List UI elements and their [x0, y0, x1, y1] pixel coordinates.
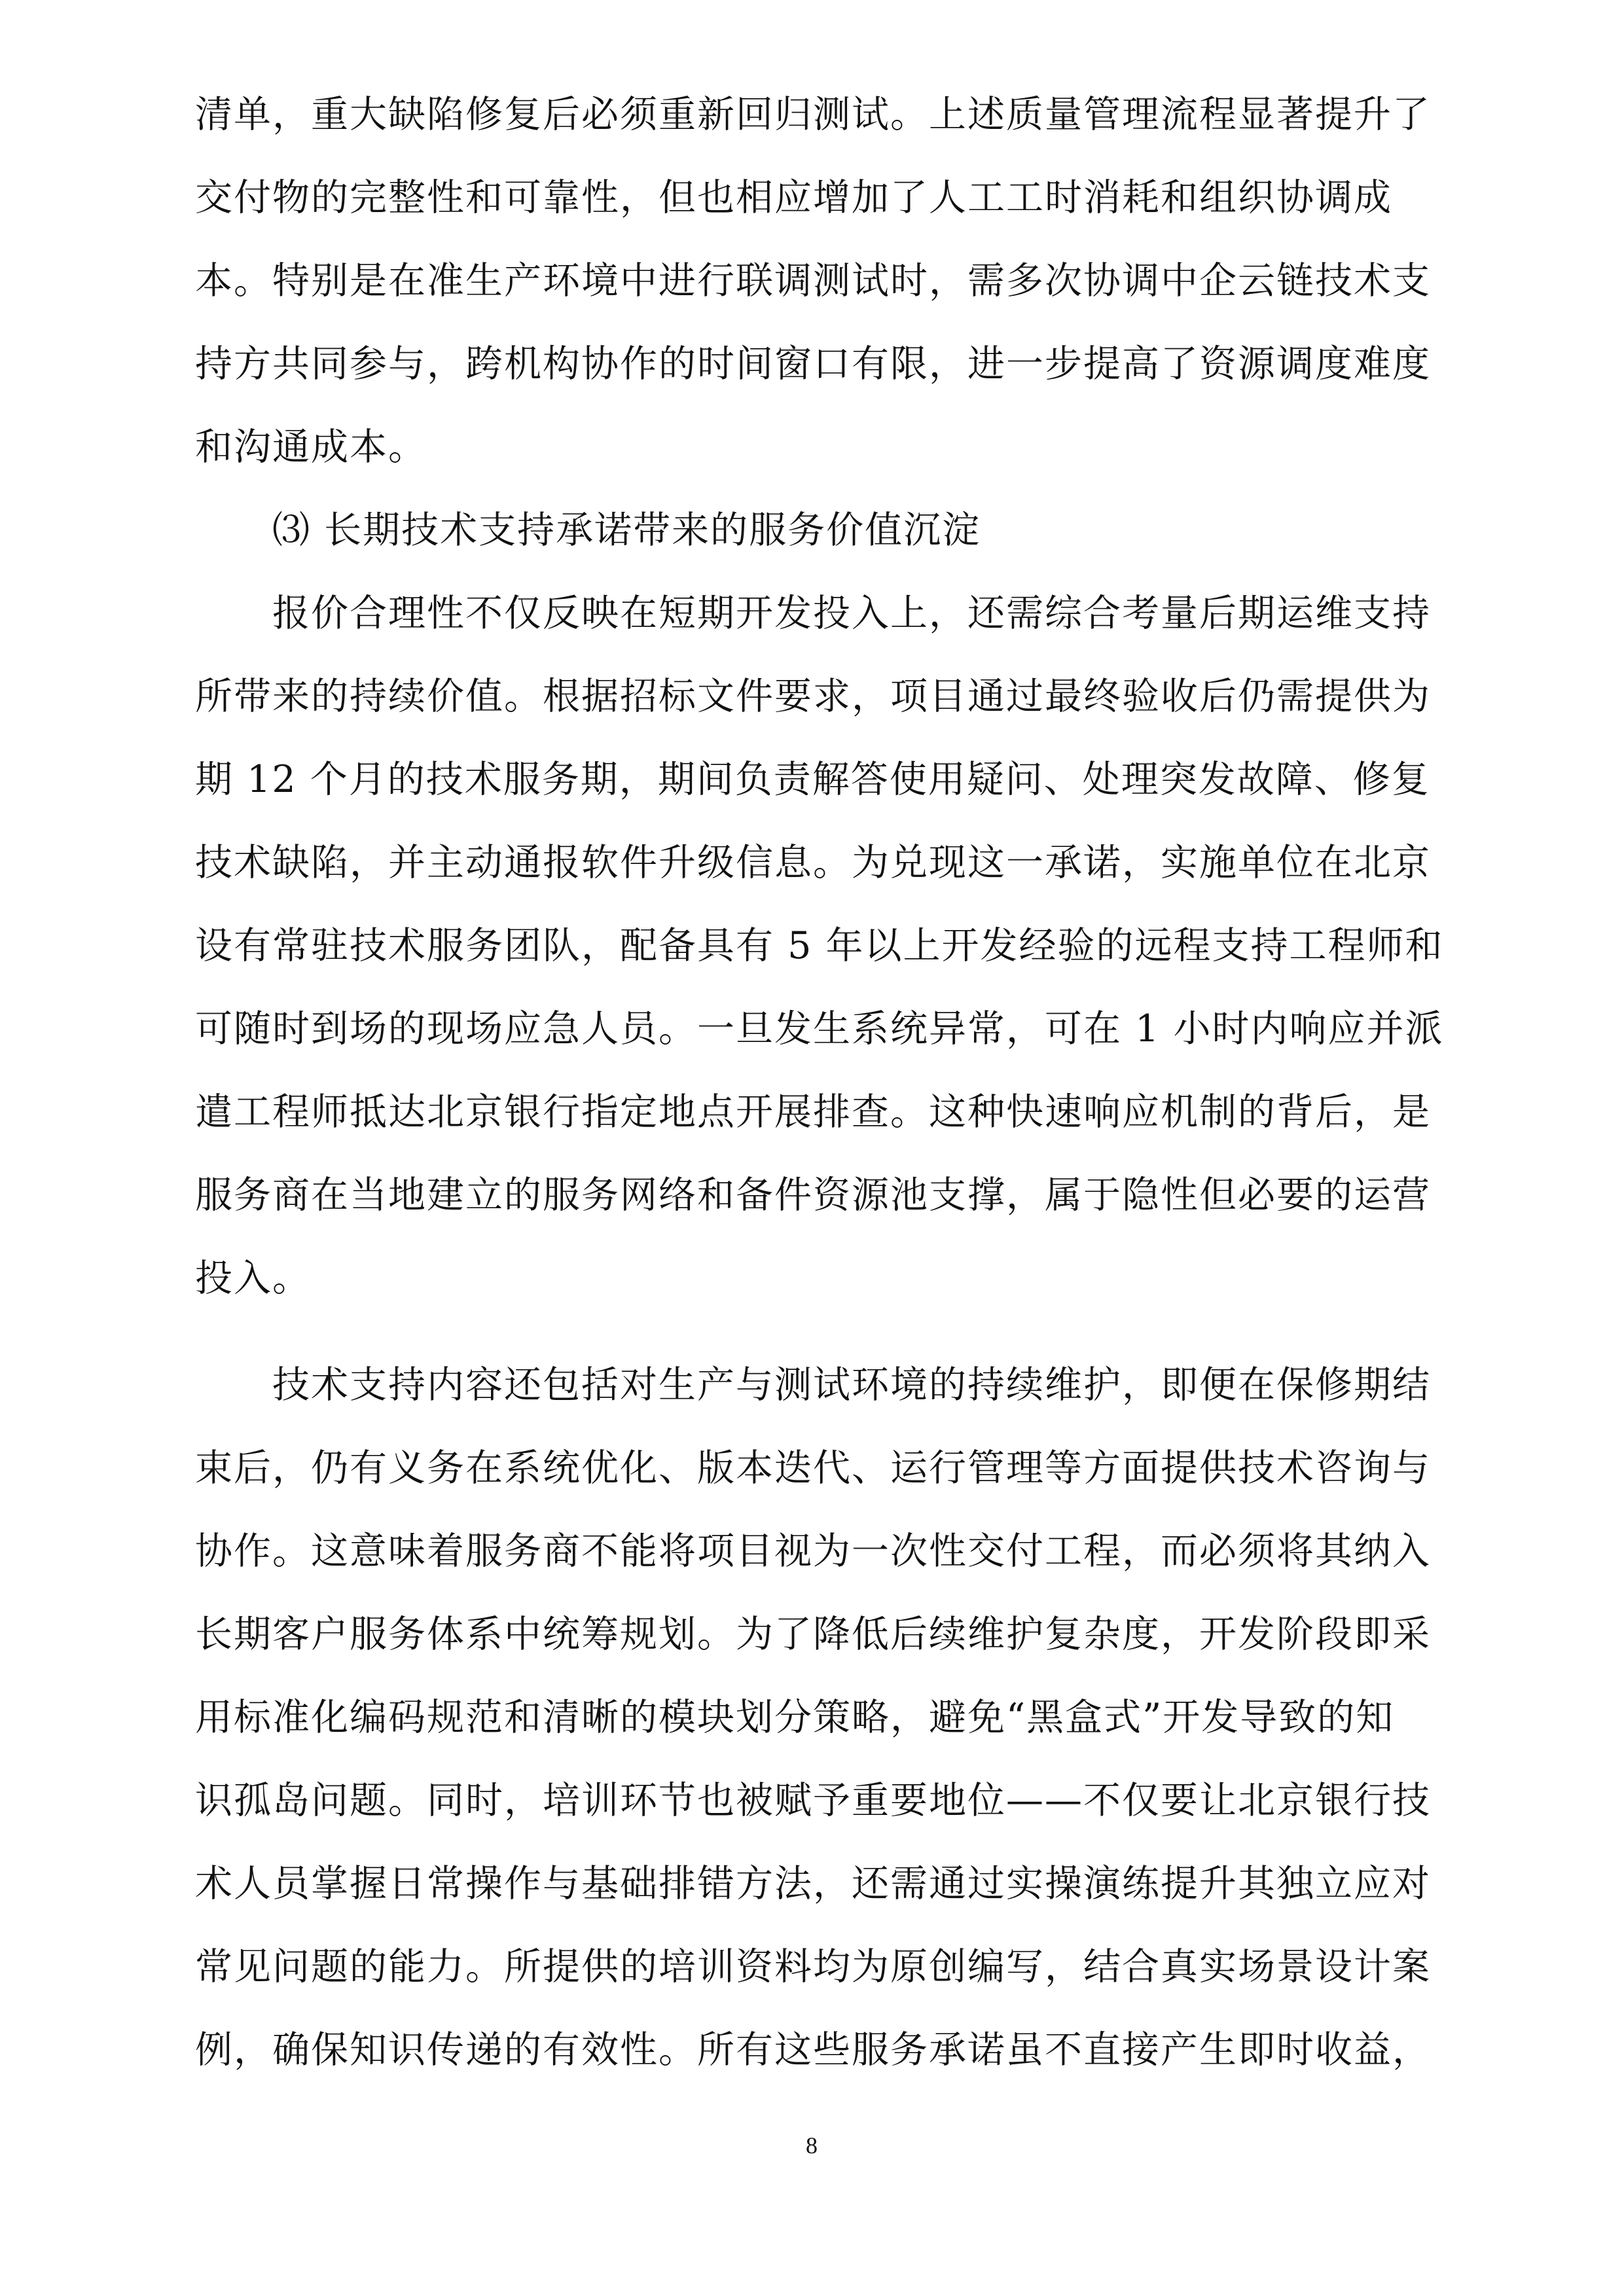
text-line: 术人员掌握日常操作与基础排错方法，还需通过实操演练提升其独立应对	[195, 1862, 1431, 1905]
text-line: 所带来的持续价值。根据招标文件要求，项目通过最终验收后仍需提供为	[195, 675, 1431, 718]
text-line: 常见问题的能力。所提供的培训资料均为原创编写，结合真实场景设计案	[195, 1945, 1431, 1988]
text-line: 长期客户服务体系中统筹规划。为了降低后续维护复杂度，开发阶段即采	[195, 1613, 1431, 1656]
text-line: 期 12 个月的技术服务期，期间负责解答使用疑问、处理突发故障、修复	[195, 758, 1430, 801]
text-line: 清单，重大缺陷修复后必须重新回归测试。上述质量管理流程显著提升了	[195, 93, 1431, 136]
text-line: 用标准化编码规范和清晰的模块划分策略，避免“黑盒式”开发导致的知	[195, 1696, 1395, 1739]
text-line: 例，确保知识传递的有效性。所有这些服务承诺虽不直接产生即时收益，	[195, 2028, 1431, 2072]
page-number: 8	[806, 2132, 818, 2159]
text-line: 技术支持内容还包括对生产与测试环境的持续维护，即便在保修期结	[272, 1363, 1431, 1407]
text-line: 本。特别是在准生产环境中进行联调测试时，需多次协调中企云链技术支	[195, 259, 1431, 302]
text-line: 交付物的完整性和可靠性，但也相应增加了人工工时消耗和组织协调成	[195, 176, 1392, 219]
text-line: 遣工程师抵达北京银行指定地点开展排查。这种快速响应机制的背后，是	[195, 1090, 1431, 1134]
text-line: 和沟通成本。	[195, 425, 427, 469]
text-line: 识孤岛问题。同时，培训环节也被赋予重要地位——不仅要让北京银行技	[195, 1779, 1431, 1822]
section-heading: ⑶ 长期技术支持承诺带来的服务价值沉淀	[272, 509, 981, 552]
text-line: 可随时到场的现场应急人员。一旦发生系统异常，可在 1 小时内响应并派	[195, 1007, 1444, 1050]
text-line: 协作。这意味着服务商不能将项目视为一次性交付工程，而必须将其纳入	[195, 1530, 1431, 1573]
text-line: 投入。	[195, 1257, 311, 1300]
text-line: 束后，仍有义务在系统优化、版本迭代、运行管理等方面提供技术咨询与	[195, 1446, 1431, 1490]
text-line: 设有常驻技术服务团队，配备具有 5 年以上开发经验的远程支持工程师和	[195, 924, 1444, 967]
text-line: 技术缺陷，并主动通报软件升级信息。为兑现这一承诺，实施单位在北京	[195, 841, 1431, 884]
text-line: 持方共同参与，跨机构协作的时间窗口有限，进一步提高了资源调度难度	[195, 342, 1431, 386]
text-line: 报价合理性不仅反映在短期开发投入上，还需综合考量后期运维支持	[272, 592, 1431, 635]
text-line: 服务商在当地建立的服务网络和备件资源池支撑，属于隐性但必要的运营	[195, 1174, 1431, 1217]
